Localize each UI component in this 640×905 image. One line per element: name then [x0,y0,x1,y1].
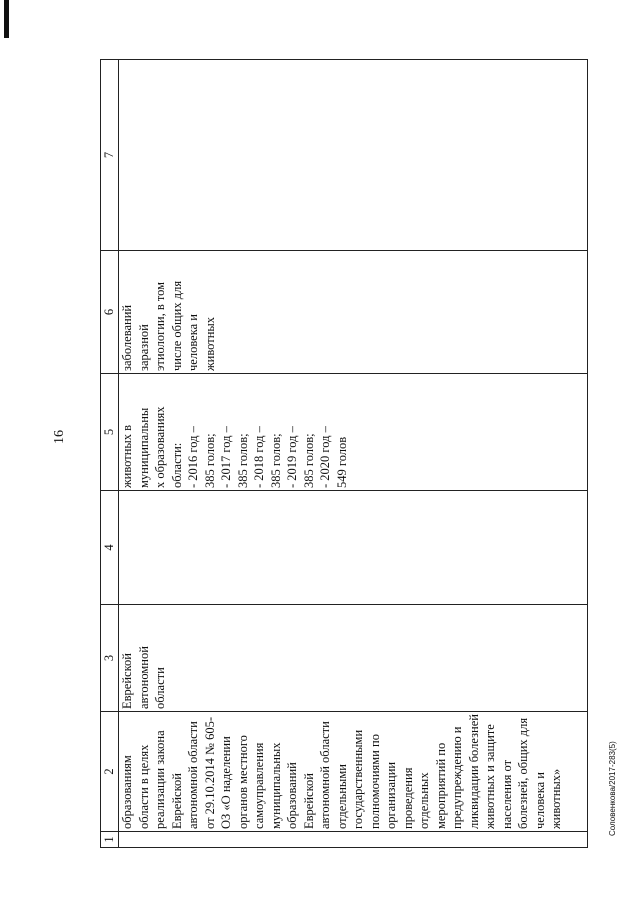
cell-col4 [119,491,588,605]
cell-text-line: отдельными [334,764,349,829]
cell-col5 [119,374,588,491]
cell-text-line: мероприятий по [433,742,448,829]
cell-text-line: 385 голов; [301,433,316,488]
cell-text-line: муниципальны [136,407,151,488]
cell-text-line: проведения [400,767,415,829]
cell-text-line: 385 голов; [235,433,250,488]
cell-col7 [119,60,588,251]
cell-text-line: Еврейской [169,773,184,829]
cell-text-line: х образованиях [153,406,167,488]
cell-text-line: животных в [120,424,134,488]
page-number: 16 [52,430,67,444]
cell-text-line: автономной области [186,721,200,829]
file-stamp: Соловенкова/2017-283(5) [608,741,617,836]
column-header-1: 1 [101,832,119,848]
header-row [101,60,119,848]
cell-text-line: области: [169,442,184,488]
cell-text-line: государственными [351,729,365,829]
cell-text-line: образований [285,762,299,829]
cell-text-line: Еврейской [301,773,316,829]
cell-text-line: предупреждению и [450,726,464,829]
scan-edge-mark [4,0,9,38]
cell-text-line: 549 голов [334,436,349,488]
cell-text-line: болезней, общих для [516,717,530,829]
cell-text-line: органов местного [235,735,250,829]
cell-text-line: населения от [499,759,514,829]
cell-text-line: 385 голов; [268,433,283,488]
cell-text-line: - 2020 год – [318,426,332,488]
cell-col2 [119,712,588,832]
column-header-2: 2 [101,712,119,832]
cell-text-line: животных и защите [483,724,497,829]
cell-text-line: самоуправления [252,742,266,829]
cell-text-line: образованиям [120,755,134,829]
cell-text-line: животных» [549,768,563,829]
cell-col6 [119,251,588,374]
cell-text-line: области в целях [136,744,151,829]
cell-text-line: от 29.10.2014 № 605- [202,716,217,829]
rotated-table-wrapper [100,60,588,848]
table-row [119,60,588,848]
cell-text-line: заболеваний [120,304,134,371]
data-table [100,59,588,848]
cell-text-line: отдельных [417,772,431,829]
cell-text-line: ОЗ «О наделении [219,736,233,829]
cell-col1 [119,832,588,848]
cell-text-line: 385 голов; [202,433,217,488]
cell-text-line: организации [384,761,398,829]
column-header-3: 3 [101,605,119,712]
cell-text-line: муниципальных [268,742,283,829]
column-header-7: 7 [101,60,119,251]
cell-text-line: - 2016 год – [186,426,200,488]
cell-text-line: заразной [136,324,151,371]
cell-text-line: - 2017 год – [219,426,233,488]
column-header-5: 5 [101,374,119,491]
cell-text-line: реализации закона [153,730,167,829]
cell-text-line: - 2018 год – [252,426,266,488]
cell-text-line: - 2019 год – [285,426,299,488]
cell-text-line: автономной области [318,721,332,829]
cell-text-line: числе общих для [169,280,184,371]
cell-text-line: области [153,667,167,709]
column-header-4: 4 [101,491,119,605]
cell-text-line: человека и [186,314,200,371]
cell-text-line: Еврейской [120,653,134,709]
cell-text-line: автономной [136,646,151,709]
cell-col3 [119,605,588,712]
cell-text-line: животных [202,316,217,371]
column-header-6: 6 [101,251,119,374]
cell-text-line: ликвидации болезней [466,714,481,829]
cell-text-line: этиологии, в том [153,281,167,371]
cell-text-line: полномочиями по [367,734,382,829]
cell-text-line: человека и [532,772,547,829]
